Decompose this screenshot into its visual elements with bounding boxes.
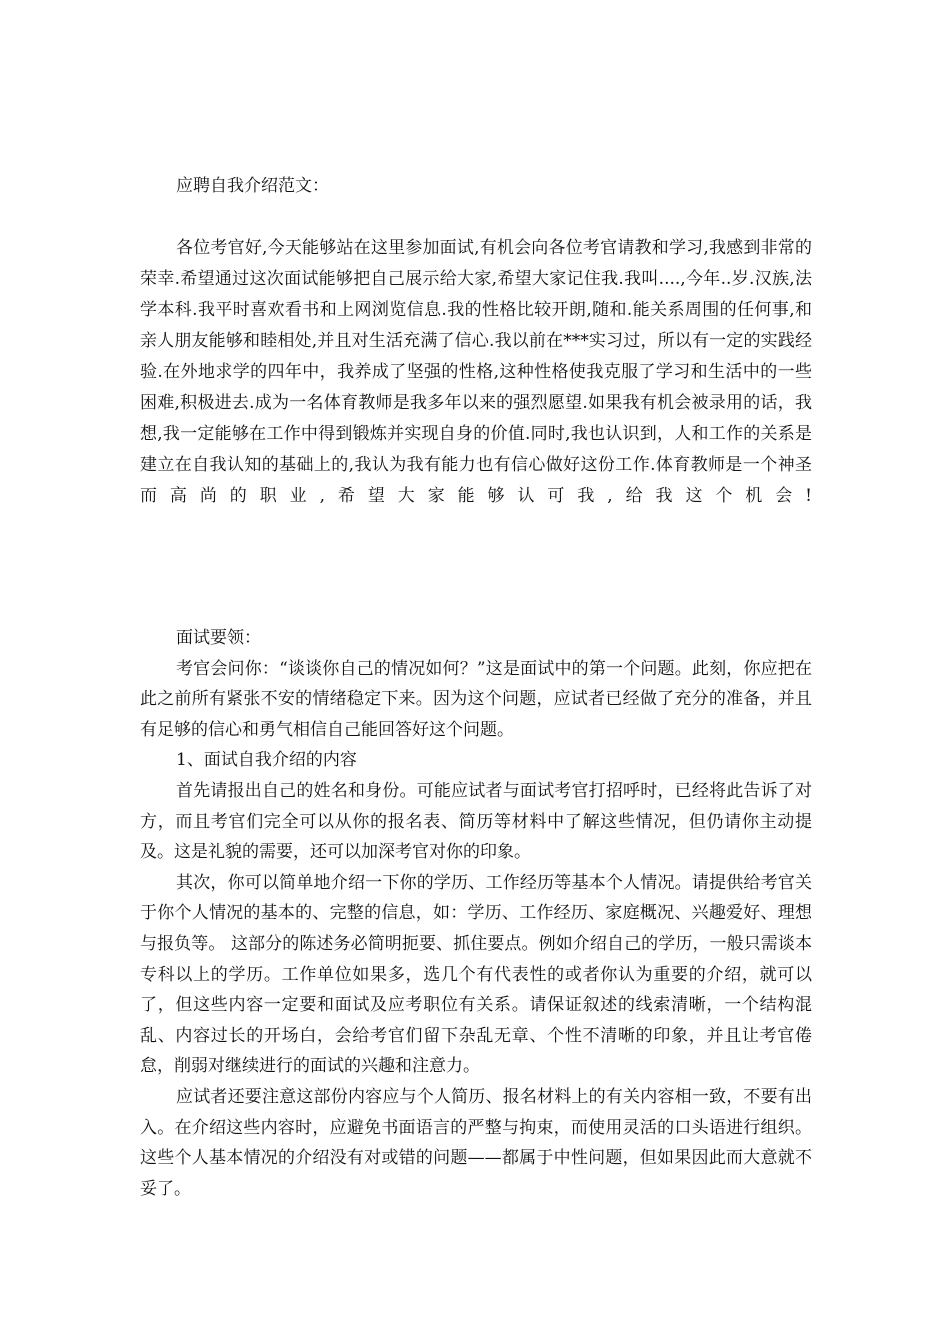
paragraph: 应试者还要注意这部份内容应与个人简历、报名材料上的有关内容相一致，不要有出入。在介绍这些内容时，应避免书面语言的严整与拘束，而使用灵活的口头语进行组织。这些个人基本情况的介绍没有对或错的问题——都属于中性问题，但如果因此而大意就不妥了。 xyxy=(140,1086,812,1199)
section-heading: 面试要领： xyxy=(176,628,261,648)
intro-paragraph: 各位考官好,今天能够站在这里参加面试,有机会向各位考官请教和学习,我感到非常的荣幸.希望通过这次面试能够把自己展示给大家,希望大家记住我.我叫....,今年..岁.汉族,法学本科.我平时喜欢看书和上网浏览信息.我的性格比较开朗,随和.能关系周围的任何事,和亲人朋友能够和睦相处,并且对生活充满了信心.我以前在***实习过，所以有一定的实践经验.在外地求学的四年中，我养成了坚强的性格,这种性格使我克服了学习和生活中的一些困难,积极进去.成为一名体育教师是我多年以来的强烈愿望.如果我有机会被录用的话，我想,我一定能够在工作中得到锻炼并实现自身的价值.同时,我也认识到，人和工作的关系是建立在自我认知的基础上的,我认为我有能力也有信心做好这份工作.体育教师是一个神圣而高尚的职业,希望大家能够认可我,给我这个机会! xyxy=(140,238,812,506)
subheading: 1、面试自我介绍的内容 xyxy=(176,750,357,771)
paragraph: 其次，你可以简单地介绍一下你的学历、工作经历等基本个人情况。请提供给考官关于你个人情况的基本的、完整的信息，如：学历、工作经历、家庭概况、兴趣爱好、理想与报负等。 这部分的陈述务必简明扼要、抓住要点。例如介绍自己的学历，一般只需谈本专科以上的学历。工作单位如果多，选几个有代表性的或者你认为重要的介绍，就可以了，但这些内容一定要和面试及应考职位有关系。请保证叙述的线索清晰，一个结构混乱、内容过长的开场白，会给考官们留下杂乱无章、个性不清晰的印象，并且让考官倦怠，削弱对继续进行的面试的兴趣和注意力。 xyxy=(140,872,812,1077)
intro-heading: 应聘自我介绍范文： xyxy=(176,176,329,196)
paragraph: 首先请报出自己的姓名和身份。可能应试者与面试考官打招呼时，已经将此告诉了对方，而且考官们完全可以从你的报名表、简历等材料中了解这些情况，但仍请你主动提及。这是礼貌的需要，还可以加深考官对你的印象。 xyxy=(140,780,812,863)
interview-tips-section xyxy=(140,623,812,1204)
paragraph: 考官会问你：“谈谈你自己的情况如何？”这是面试中的第一个问题。此刻，你应把在此之前所有紧张不安的情绪稳定下来。因为这个问题，应试者已经做了充分的准备，并且有足够的信心和勇气相信自己能回答好这个问题。 xyxy=(140,658,812,740)
